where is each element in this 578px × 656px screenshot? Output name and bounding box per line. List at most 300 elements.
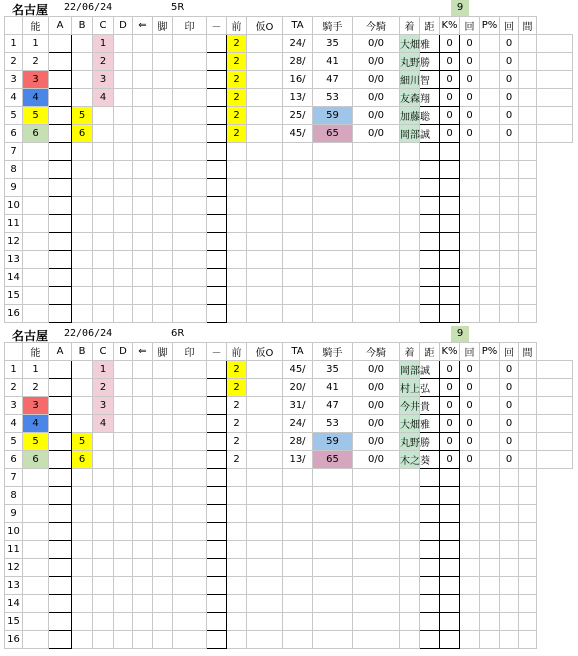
empty-cell <box>173 143 207 161</box>
row-number: 9 <box>5 179 23 197</box>
p-percent: 0 <box>500 451 519 469</box>
empty-cell <box>153 559 173 577</box>
empty-cell <box>400 487 420 505</box>
prev-odds: 24/ <box>283 415 313 433</box>
empty-cell <box>519 287 537 305</box>
empty-cell <box>207 179 227 197</box>
empty-cell <box>440 505 460 523</box>
frame-number: 6 <box>23 451 49 469</box>
empty-cell <box>153 143 173 161</box>
empty-cell <box>400 233 420 251</box>
empty-cell <box>500 287 519 305</box>
empty-cell <box>480 269 500 287</box>
empty-cell <box>153 505 173 523</box>
frame-number: 2 <box>23 53 49 71</box>
empty-cell <box>49 541 72 559</box>
column-header: K% <box>440 343 460 361</box>
p-percent: 0 <box>500 397 519 415</box>
b-mark: 2 <box>93 379 114 397</box>
ability-input <box>49 71 72 89</box>
empty-cell <box>283 631 313 649</box>
row-number: 10 <box>5 523 23 541</box>
empty-cell <box>519 269 537 287</box>
b-mark <box>93 107 114 125</box>
ability-input <box>49 433 72 451</box>
empty-cell <box>283 143 313 161</box>
arrow-cell <box>153 397 173 415</box>
empty-cell <box>420 595 440 613</box>
empty-cell <box>72 613 93 631</box>
jockey-record: 0/0 <box>353 433 400 451</box>
mark-input <box>207 361 227 379</box>
d-mark <box>133 71 153 89</box>
empty-cell <box>420 559 440 577</box>
distance-value: 0 <box>440 451 460 469</box>
empty-cell <box>153 631 173 649</box>
ta-value: 65 <box>313 451 353 469</box>
empty-cell <box>247 287 283 305</box>
empty-cell <box>283 559 313 577</box>
arrow-cell <box>153 107 173 125</box>
empty-cell <box>133 487 153 505</box>
k-percent: 0 <box>460 415 480 433</box>
empty-cell <box>353 287 400 305</box>
empty-cell <box>93 469 114 487</box>
row-number: 7 <box>5 469 23 487</box>
table-row <box>5 523 573 541</box>
empty-cell <box>207 541 227 559</box>
empty-cell <box>153 595 173 613</box>
empty-cell <box>49 251 72 269</box>
empty-cell <box>93 305 114 323</box>
empty-cell <box>313 215 353 233</box>
row-number: 9 <box>5 505 23 523</box>
empty-cell <box>440 161 460 179</box>
column-header: 印 <box>173 343 207 361</box>
empty-cell <box>440 469 460 487</box>
empty-cell <box>400 469 420 487</box>
c-mark <box>114 451 133 469</box>
c-mark <box>114 35 133 53</box>
b-mark: 1 <box>93 361 114 379</box>
empty-cell <box>400 179 420 197</box>
prev-odds: 28/ <box>283 53 313 71</box>
empty-cell <box>353 233 400 251</box>
frame-number: 3 <box>23 397 49 415</box>
jockey-record: 0/0 <box>353 107 400 125</box>
empty-cell <box>480 541 500 559</box>
p-percent: 0 <box>500 53 519 71</box>
arrow-cell <box>153 53 173 71</box>
column-header: 着 <box>400 343 420 361</box>
empty-cell <box>227 161 247 179</box>
row-number: 5 <box>5 107 23 125</box>
leg-type <box>173 451 207 469</box>
race-number: 5R <box>171 2 185 13</box>
column-header: D <box>114 343 133 361</box>
empty-cell <box>440 233 460 251</box>
empty-cell <box>133 541 153 559</box>
empty-cell <box>173 613 207 631</box>
empty-cell <box>49 577 72 595</box>
b-mark: 4 <box>93 415 114 433</box>
k-percent: 0 <box>460 361 480 379</box>
ability-input <box>49 53 72 71</box>
empty-cell <box>519 559 537 577</box>
empty-cell <box>440 577 460 595</box>
ta-value: 47 <box>313 397 353 415</box>
row-number: 12 <box>5 233 23 251</box>
c-mark <box>114 125 133 143</box>
empty-cell <box>247 487 283 505</box>
empty-cell <box>283 613 313 631</box>
empty-cell <box>500 179 519 197</box>
empty-cell <box>519 523 537 541</box>
prev-odds: 13/ <box>283 89 313 107</box>
ta-value: 59 <box>313 107 353 125</box>
row-number: 2 <box>5 379 23 397</box>
empty-cell <box>133 469 153 487</box>
table-row <box>5 35 573 53</box>
empty-cell <box>93 143 114 161</box>
empty-cell <box>133 505 153 523</box>
empty-cell <box>519 595 537 613</box>
column-header <box>5 17 23 35</box>
empty-cell <box>72 631 93 649</box>
empty-cell <box>133 287 153 305</box>
empty-cell <box>153 197 173 215</box>
race-table <box>4 16 573 323</box>
p-percent: 0 <box>500 379 519 397</box>
empty-cell <box>23 251 49 269</box>
table-row <box>5 287 573 305</box>
table-row <box>5 397 573 415</box>
empty-cell <box>23 161 49 179</box>
empty-cell <box>420 197 440 215</box>
ability-input <box>49 125 72 143</box>
empty-cell <box>153 161 173 179</box>
empty-cell <box>49 559 72 577</box>
empty-cell <box>114 469 133 487</box>
empty-cell <box>114 179 133 197</box>
empty-cell <box>480 469 500 487</box>
interval <box>537 433 573 451</box>
empty-cell <box>247 179 283 197</box>
a-mark: 5 <box>72 433 93 451</box>
empty-cell <box>283 505 313 523</box>
arrow-cell <box>153 415 173 433</box>
current-jockey: 木之葵 <box>400 451 420 469</box>
empty-cell <box>207 613 227 631</box>
empty-cell <box>460 269 480 287</box>
distance-value: 0 <box>440 379 460 397</box>
row-number: 8 <box>5 161 23 179</box>
empty-cell <box>519 251 537 269</box>
empty-cell <box>353 161 400 179</box>
leg-type <box>173 53 207 71</box>
empty-cell <box>420 469 440 487</box>
empty-cell <box>353 251 400 269</box>
empty-cell <box>114 215 133 233</box>
empty-cell <box>173 595 207 613</box>
empty-cell <box>353 613 400 631</box>
ta-value: 35 <box>313 35 353 53</box>
empty-cell <box>93 505 114 523</box>
c-mark <box>114 361 133 379</box>
empty-cell <box>23 559 49 577</box>
current-jockey: 加藤聡 <box>400 107 420 125</box>
empty-cell <box>313 523 353 541</box>
empty-cell <box>460 469 480 487</box>
interval <box>537 71 573 89</box>
a-mark <box>72 53 93 71</box>
empty-cell <box>207 577 227 595</box>
prev-odds: 25/ <box>283 107 313 125</box>
leg-type <box>173 379 207 397</box>
empty-cell <box>72 541 93 559</box>
previous <box>247 71 283 89</box>
empty-cell <box>247 233 283 251</box>
empty-cell <box>247 197 283 215</box>
current-jockey: 大畑雅 <box>400 35 420 53</box>
empty-cell <box>400 305 420 323</box>
interval <box>537 35 573 53</box>
row-number: 14 <box>5 269 23 287</box>
row-number: 13 <box>5 577 23 595</box>
mark-input <box>207 125 227 143</box>
row-number: 15 <box>5 287 23 305</box>
empty-cell <box>313 487 353 505</box>
empty-cell <box>480 215 500 233</box>
d-mark <box>133 415 153 433</box>
empty-cell <box>23 631 49 649</box>
k-count <box>480 125 500 143</box>
empty-cell <box>49 595 72 613</box>
column-header: 距 <box>420 17 440 35</box>
table-row <box>5 595 573 613</box>
empty-cell <box>247 269 283 287</box>
leg-type <box>173 125 207 143</box>
empty-cell <box>480 595 500 613</box>
empty-cell <box>153 487 173 505</box>
empty-cell <box>153 287 173 305</box>
venue-name: 名古屋 <box>12 3 49 17</box>
empty-cell <box>353 523 400 541</box>
mark-value: 2 <box>227 53 247 71</box>
distance-value: 0 <box>440 415 460 433</box>
row-number: 6 <box>5 451 23 469</box>
prev-odds: 45/ <box>283 125 313 143</box>
p-percent: 0 <box>500 433 519 451</box>
table-row <box>5 71 573 89</box>
empty-cell <box>500 487 519 505</box>
row-number: 16 <box>5 631 23 649</box>
mark-value: 2 <box>227 35 247 53</box>
previous <box>247 89 283 107</box>
a-mark: 6 <box>72 451 93 469</box>
empty-cell <box>283 251 313 269</box>
empty-cell <box>519 577 537 595</box>
d-mark <box>133 53 153 71</box>
ta-value: 35 <box>313 361 353 379</box>
empty-cell <box>353 487 400 505</box>
b-mark: 4 <box>93 89 114 107</box>
row-number: 11 <box>5 541 23 559</box>
row-number: 1 <box>5 35 23 53</box>
column-header: D <box>114 17 133 35</box>
p-count <box>519 379 537 397</box>
empty-cell <box>114 505 133 523</box>
empty-cell <box>440 305 460 323</box>
k-percent: 0 <box>460 451 480 469</box>
p-count <box>519 35 537 53</box>
empty-cell <box>49 505 72 523</box>
c-mark <box>114 379 133 397</box>
current-jockey: 村上弘 <box>400 379 420 397</box>
empty-cell <box>133 523 153 541</box>
empty-cell <box>93 577 114 595</box>
k-percent: 0 <box>460 35 480 53</box>
empty-cell <box>227 287 247 305</box>
a-mark <box>72 71 93 89</box>
b-mark: 3 <box>93 397 114 415</box>
empty-cell <box>400 595 420 613</box>
empty-cell <box>313 595 353 613</box>
column-header: 回 <box>500 17 519 35</box>
empty-cell <box>227 233 247 251</box>
empty-cell <box>153 305 173 323</box>
empty-cell <box>227 559 247 577</box>
current-jockey: 丸野勝 <box>400 53 420 71</box>
empty-cell <box>114 197 133 215</box>
race-header <box>4 326 574 342</box>
empty-cell <box>133 595 153 613</box>
table-row <box>5 251 573 269</box>
jockey-record: 0/0 <box>353 397 400 415</box>
empty-cell <box>313 505 353 523</box>
empty-cell <box>114 577 133 595</box>
row-number: 10 <box>5 197 23 215</box>
empty-cell <box>400 287 420 305</box>
empty-cell <box>400 541 420 559</box>
column-header <box>5 343 23 361</box>
empty-cell <box>500 613 519 631</box>
previous <box>247 361 283 379</box>
b-mark: 1 <box>93 35 114 53</box>
c-mark <box>114 433 133 451</box>
p-percent: 0 <box>500 361 519 379</box>
d-mark <box>133 361 153 379</box>
empty-cell <box>283 269 313 287</box>
empty-cell <box>72 577 93 595</box>
empty-cell <box>93 487 114 505</box>
previous <box>247 433 283 451</box>
empty-cell <box>72 595 93 613</box>
interval <box>537 361 573 379</box>
empty-cell <box>173 577 207 595</box>
empty-cell <box>227 269 247 287</box>
column-header: 回 <box>460 343 480 361</box>
mark-input <box>207 397 227 415</box>
empty-cell <box>519 469 537 487</box>
p-percent: 0 <box>500 415 519 433</box>
current-jockey: 大畑雅 <box>400 415 420 433</box>
column-header: 前 <box>227 343 247 361</box>
empty-cell <box>93 613 114 631</box>
race-sheet-6r <box>4 326 574 649</box>
table-row <box>5 613 573 631</box>
empty-cell <box>133 269 153 287</box>
table-row <box>5 631 573 649</box>
empty-cell <box>460 613 480 631</box>
empty-cell <box>247 613 283 631</box>
empty-cell <box>247 595 283 613</box>
distance-value: 0 <box>440 53 460 71</box>
empty-cell <box>227 595 247 613</box>
p-count <box>519 361 537 379</box>
empty-cell <box>153 233 173 251</box>
b-mark <box>93 433 114 451</box>
empty-cell <box>283 179 313 197</box>
empty-cell <box>519 505 537 523</box>
empty-cell <box>93 215 114 233</box>
jockey-record: 0/0 <box>353 35 400 53</box>
empty-cell <box>440 487 460 505</box>
empty-cell <box>72 523 93 541</box>
empty-cell <box>23 233 49 251</box>
empty-cell <box>313 577 353 595</box>
table-row <box>5 179 573 197</box>
row-number: 1 <box>5 361 23 379</box>
arrow-cell <box>153 89 173 107</box>
empty-cell <box>133 577 153 595</box>
empty-cell <box>153 251 173 269</box>
empty-cell <box>519 305 537 323</box>
prev-odds: 45/ <box>283 361 313 379</box>
mark-input <box>207 53 227 71</box>
distance-code: 9 <box>451 326 469 342</box>
empty-cell <box>49 305 72 323</box>
mark-input <box>207 71 227 89</box>
header-row <box>5 17 573 35</box>
distance-value: 0 <box>440 125 460 143</box>
arrow-cell <box>153 433 173 451</box>
empty-cell <box>133 631 153 649</box>
empty-cell <box>480 559 500 577</box>
empty-cell <box>480 233 500 251</box>
column-header: K% <box>440 17 460 35</box>
empty-cell <box>460 251 480 269</box>
frame-number: 5 <box>23 433 49 451</box>
empty-cell <box>400 559 420 577</box>
mark-value: 2 <box>227 361 247 379</box>
empty-cell <box>353 505 400 523</box>
current-jockey: 丸野勝 <box>400 433 420 451</box>
empty-cell <box>313 559 353 577</box>
k-count <box>480 361 500 379</box>
empty-cell <box>23 469 49 487</box>
column-header: C <box>93 343 114 361</box>
column-header: 前 <box>227 17 247 35</box>
empty-cell <box>480 251 500 269</box>
empty-cell <box>519 613 537 631</box>
table-row <box>5 269 573 287</box>
mark-value: 2 <box>227 89 247 107</box>
empty-cell <box>313 469 353 487</box>
frame-number: 3 <box>23 71 49 89</box>
empty-cell <box>353 143 400 161</box>
a-mark: 6 <box>72 125 93 143</box>
